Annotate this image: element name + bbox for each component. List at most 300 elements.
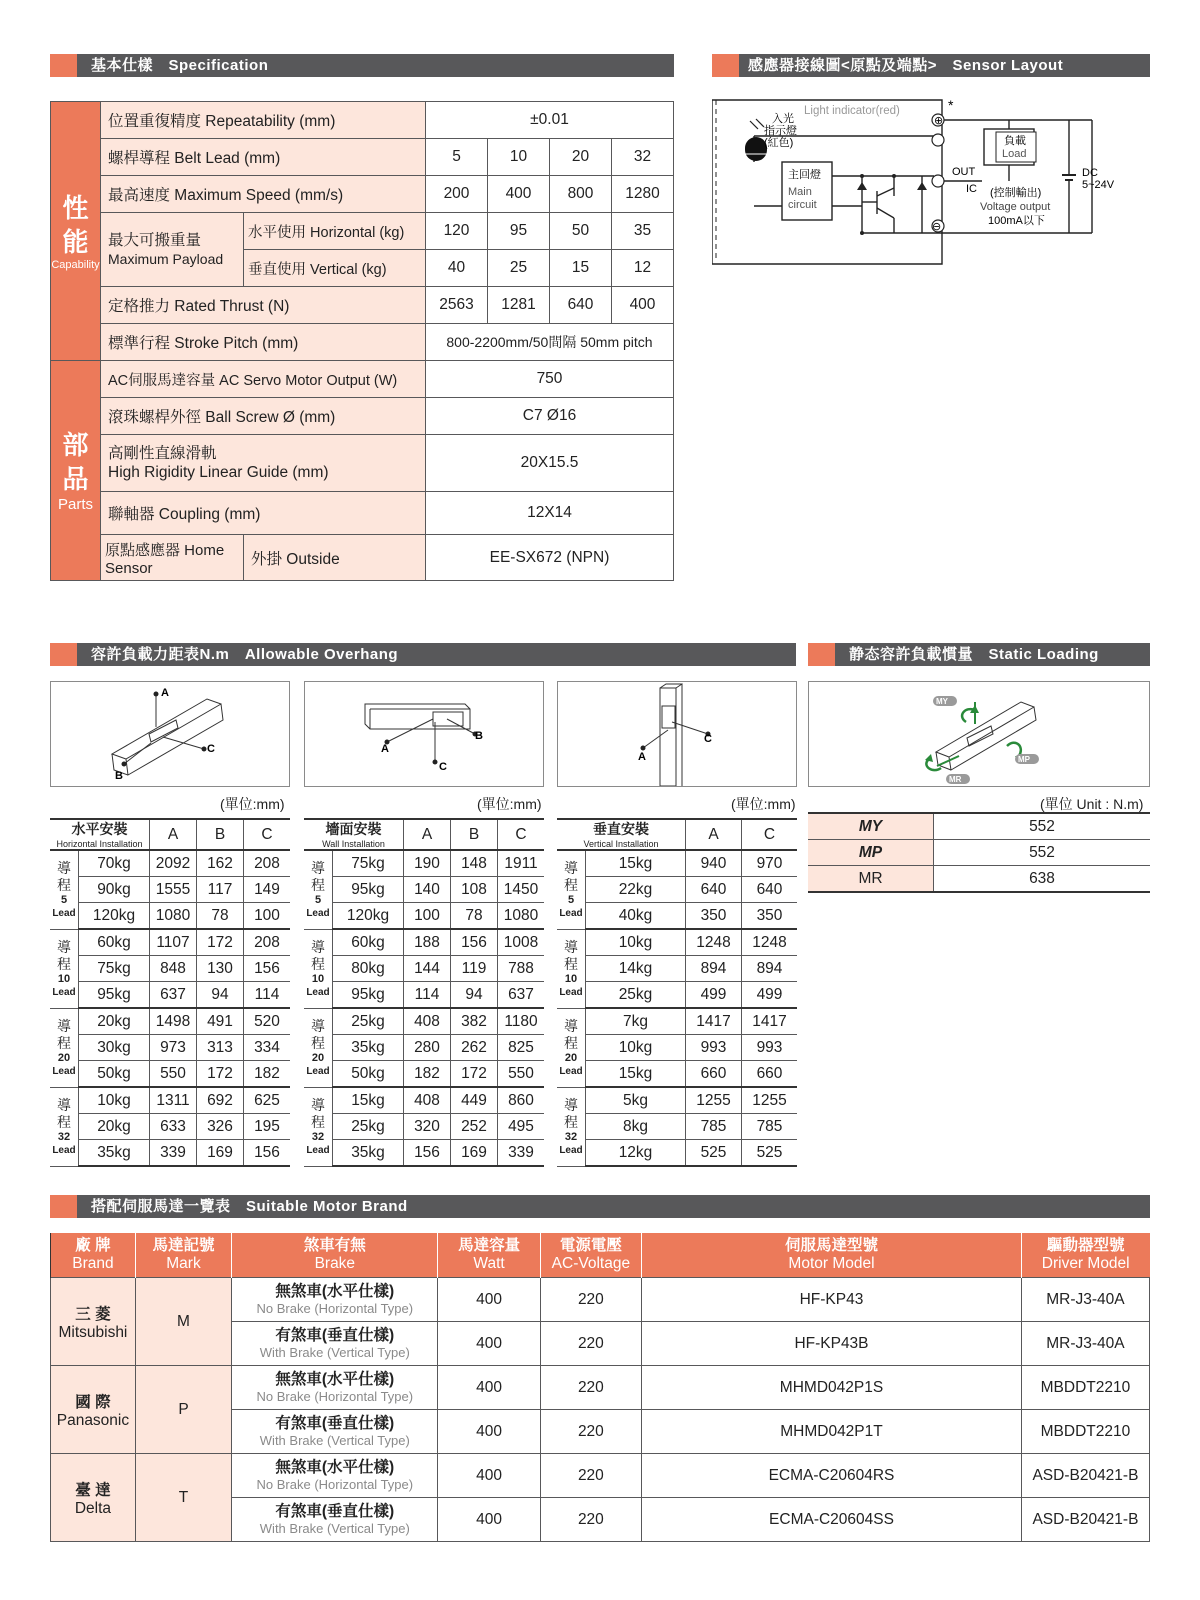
unit-label: (單位:mm) xyxy=(477,796,542,812)
brand-cell: 臺 達 Delta xyxy=(51,1454,136,1542)
table-row xyxy=(557,1035,797,1061)
wall-overhang-table xyxy=(304,818,544,1167)
motor-model-cell: MHMD042P1S xyxy=(642,1366,1022,1410)
moment-value: 660 xyxy=(742,1061,798,1088)
moment-value: 499 xyxy=(742,982,798,1009)
table-row xyxy=(557,929,797,956)
moment-value: 130 xyxy=(197,956,244,982)
svg-text:OUT: OUT xyxy=(952,166,976,178)
load-cell: 10kg xyxy=(586,1035,686,1061)
table-header-row xyxy=(51,1233,1150,1278)
moment-value: 525 xyxy=(686,1140,742,1167)
belt-lead-value: 20 xyxy=(550,139,612,176)
moment-value: 1555 xyxy=(150,877,197,903)
ball-screw-value: C7 Ø16 xyxy=(426,398,674,435)
svg-text:C: C xyxy=(439,761,447,773)
moment-value: 114 xyxy=(244,982,291,1009)
table-row xyxy=(50,1114,290,1140)
svg-text:Voltage output: Voltage output xyxy=(980,201,1051,213)
install-title: 墻面安裝 Wall Installation xyxy=(304,819,404,850)
load-cell: 70kg xyxy=(79,850,150,877)
rated-thrust-value: 2563 xyxy=(426,287,488,324)
sensor-header: 感應器接線圖<原點及端點> Sensor Layout xyxy=(712,54,1150,77)
servo-output-label: AC伺服馬達容量 AC Servo Motor Output (W) xyxy=(101,361,426,398)
table-row xyxy=(50,956,290,982)
static-value: 638 xyxy=(934,866,1151,893)
load-cell: 20kg xyxy=(79,1114,150,1140)
moment-value: 326 xyxy=(197,1114,244,1140)
watt-cell: 400 xyxy=(438,1278,540,1322)
watt-cell: 400 xyxy=(438,1498,540,1542)
moment-value: 100 xyxy=(404,903,451,930)
svg-text:A: A xyxy=(381,743,389,755)
belt-lead-value: 32 xyxy=(612,139,674,176)
load-cell: 50kg xyxy=(79,1061,150,1088)
belt-lead-label: 螺桿導程 Belt Lead (mm) xyxy=(101,139,426,176)
moment-value: 860 xyxy=(498,1087,545,1114)
table-row xyxy=(304,1114,544,1140)
moment-value: 182 xyxy=(244,1061,291,1088)
load-cell: 60kg xyxy=(333,929,404,956)
mark-cell: T xyxy=(135,1454,231,1542)
max-speed-label: 最高速度 Maximum Speed (mm/s) xyxy=(101,176,426,213)
column-header: 伺服馬達型號 Motor Model xyxy=(642,1233,1022,1278)
moment-value: 525 xyxy=(742,1140,798,1167)
static-key: MR xyxy=(808,866,934,893)
table-row xyxy=(50,1087,290,1114)
moment-value: 1080 xyxy=(498,903,545,930)
moment-value: 520 xyxy=(244,1008,291,1035)
moment-value: 94 xyxy=(197,982,244,1009)
moment-value: 449 xyxy=(451,1087,498,1114)
svg-text:Load: Load xyxy=(1002,148,1027,160)
load-cell: 95kg xyxy=(79,982,150,1009)
unit-label: (單位:mm) xyxy=(731,796,796,812)
moment-value: 262 xyxy=(451,1035,498,1061)
moment-value: 1008 xyxy=(498,929,545,956)
moment-value: 2092 xyxy=(150,850,197,877)
payload-vertical-value: 15 xyxy=(550,250,612,287)
moment-value: 195 xyxy=(244,1114,291,1140)
svg-text:MY: MY xyxy=(936,697,948,706)
lead-cell: 導 程 32 Lead xyxy=(304,1087,333,1166)
moment-value: 313 xyxy=(197,1035,244,1061)
load-cell: 75kg xyxy=(333,850,404,877)
mark-cell: P xyxy=(135,1366,231,1454)
moment-value: 970 xyxy=(742,850,798,877)
motor-model-cell: ECMA-C20604SS xyxy=(642,1498,1022,1542)
moment-value: 1080 xyxy=(150,903,197,930)
svg-text:(紅色): (紅色) xyxy=(764,137,794,149)
moment-value: 1417 xyxy=(742,1008,798,1035)
servo-output-value: 750 xyxy=(426,361,674,398)
voltage-cell: 220 xyxy=(540,1410,641,1454)
moment-value: 894 xyxy=(742,956,798,982)
table-row xyxy=(50,1061,290,1088)
rated-thrust-label: 定格推力 Rated Thrust (N) xyxy=(101,287,426,324)
svg-text:MR: MR xyxy=(949,775,962,784)
table-header-row xyxy=(557,819,797,850)
spec-header: 基本仕樣 Specification xyxy=(50,54,674,77)
voltage-cell: 220 xyxy=(540,1454,641,1498)
moment-value: 78 xyxy=(197,903,244,930)
table-row xyxy=(51,1278,1150,1322)
table-row xyxy=(50,982,290,1009)
table-row xyxy=(304,956,544,982)
rated-thrust-value: 400 xyxy=(612,287,674,324)
load-cell: 35kg xyxy=(79,1140,150,1167)
moment-value: 940 xyxy=(686,850,742,877)
moment-value: 162 xyxy=(197,850,244,877)
moment-value: 280 xyxy=(404,1035,451,1061)
static-key: MY xyxy=(808,813,934,840)
home-sensor-label: 原點感應器 Home Sensor xyxy=(101,535,244,581)
moment-value: 94 xyxy=(451,982,498,1009)
horizontal-install-figure xyxy=(50,681,290,787)
brake-cell: 無煞車(水平仕樣) No Brake (Horizontal Type) xyxy=(232,1454,438,1498)
load-cell: 75kg xyxy=(79,956,150,982)
moment-value: 182 xyxy=(404,1061,451,1088)
svg-text:100mA以下: 100mA以下 xyxy=(988,215,1045,227)
moment-value: 660 xyxy=(686,1061,742,1088)
column-header: 馬達記號 Mark xyxy=(135,1233,231,1278)
moment-value: 208 xyxy=(244,929,291,956)
load-cell: 25kg xyxy=(333,1114,404,1140)
lead-cell: 導 程 10 Lead xyxy=(304,929,333,1008)
svg-text:C: C xyxy=(704,733,712,745)
moment-value: 119 xyxy=(451,956,498,982)
payload-horizontal-value: 95 xyxy=(488,213,550,250)
brand-cell: 國 際 Panasonic xyxy=(51,1366,136,1454)
table-row xyxy=(557,877,797,903)
moment-value: 350 xyxy=(742,903,798,930)
voltage-cell: 220 xyxy=(540,1366,641,1410)
moment-value: 334 xyxy=(244,1035,291,1061)
load-cell: 10kg xyxy=(586,929,686,956)
moment-value: 692 xyxy=(197,1087,244,1114)
home-sensor-mount: 外掛 Outside xyxy=(244,535,426,581)
table-row xyxy=(304,850,544,877)
voltage-cell: 220 xyxy=(540,1278,641,1322)
max-speed-value: 1280 xyxy=(612,176,674,213)
svg-text:5~24V: 5~24V xyxy=(1082,179,1115,191)
moment-value: 894 xyxy=(686,956,742,982)
table-row xyxy=(304,1035,544,1061)
max-speed-value: 200 xyxy=(426,176,488,213)
load-cell: 25kg xyxy=(586,982,686,1009)
moment-value: 252 xyxy=(451,1114,498,1140)
driver-model-cell: MBDDT2210 xyxy=(1021,1366,1149,1410)
ball-screw-label: 滾珠螺桿外徑 Ball Screw Ø (mm) xyxy=(101,398,426,435)
static-value: 552 xyxy=(934,840,1151,866)
rated-thrust-value: 1281 xyxy=(488,287,550,324)
motor-model-cell: MHMD042P1T xyxy=(642,1410,1022,1454)
moment-value: 1311 xyxy=(150,1087,197,1114)
svg-text:⊕: ⊕ xyxy=(934,115,944,127)
moment-value: 339 xyxy=(150,1140,197,1167)
column-header: B xyxy=(451,819,498,850)
payload-horizontal-label: 水平使用 Horizontal (kg) xyxy=(244,213,426,250)
motor-model-cell: HF-KP43 xyxy=(642,1278,1022,1322)
moment-value: 149 xyxy=(244,877,291,903)
static-loading-figure xyxy=(808,681,1150,787)
moment-value: 188 xyxy=(404,929,451,956)
moment-value: 788 xyxy=(498,956,545,982)
moment-value: 172 xyxy=(451,1061,498,1088)
load-cell: 40kg xyxy=(586,903,686,930)
lead-cell: 導 程 5 Lead xyxy=(50,850,79,929)
load-cell: 22kg xyxy=(586,877,686,903)
moment-value: 148 xyxy=(451,850,498,877)
column-header: 煞車有無 Brake xyxy=(232,1233,438,1278)
sensor-wiring-diagram xyxy=(712,96,1152,268)
coupling-value: 12X14 xyxy=(426,492,674,535)
table-header-row xyxy=(50,819,290,850)
moment-value: 1450 xyxy=(498,877,545,903)
table-row xyxy=(304,1087,544,1114)
table-row xyxy=(808,840,1150,866)
load-cell: 15kg xyxy=(586,850,686,877)
max-speed-value: 400 xyxy=(488,176,550,213)
moment-value: 495 xyxy=(498,1114,545,1140)
payload-vertical-label: 垂直使用 Vertical (kg) xyxy=(244,250,426,287)
table-row xyxy=(304,903,544,930)
load-cell: 5kg xyxy=(586,1087,686,1114)
vertical-install-figure xyxy=(557,681,797,787)
overhang-header: 容許負載力距表N.m Allowable Overhang xyxy=(50,643,796,666)
column-header: A xyxy=(150,819,197,850)
capability-category: 性 能 Capability xyxy=(51,102,101,361)
load-cell: 95kg xyxy=(333,982,404,1009)
watt-cell: 400 xyxy=(438,1322,540,1366)
table-row xyxy=(51,1366,1150,1410)
table-row xyxy=(557,1087,797,1114)
moment-value: 640 xyxy=(686,877,742,903)
moment-value: 1107 xyxy=(150,929,197,956)
coupling-label: 聯軸器 Coupling (mm) xyxy=(101,492,426,535)
moment-value: 172 xyxy=(197,1061,244,1088)
table-row xyxy=(50,1035,290,1061)
static-header: 静态容許負載慣量 Static Loading xyxy=(808,643,1150,666)
load-cell: 80kg xyxy=(333,956,404,982)
lead-cell: 導 程 10 Lead xyxy=(557,929,586,1008)
moment-value: 1248 xyxy=(742,929,798,956)
table-row xyxy=(557,1114,797,1140)
load-cell: 90kg xyxy=(79,877,150,903)
table-row xyxy=(50,1140,290,1167)
watt-cell: 400 xyxy=(438,1410,540,1454)
unit-label: (單位:mm) xyxy=(220,796,285,812)
home-sensor-value: EE-SX672 (NPN) xyxy=(426,535,674,581)
moment-value: 1180 xyxy=(498,1008,545,1035)
moment-value: 108 xyxy=(451,877,498,903)
load-cell: 15kg xyxy=(586,1061,686,1088)
svg-text:MP: MP xyxy=(1018,755,1030,764)
payload-horizontal-value: 50 xyxy=(550,213,612,250)
moment-value: 1498 xyxy=(150,1008,197,1035)
table-row xyxy=(304,877,544,903)
payload-vertical-value: 40 xyxy=(426,250,488,287)
moment-value: 382 xyxy=(451,1008,498,1035)
repeatability-value: ±0.01 xyxy=(426,102,674,139)
static-key: MP xyxy=(808,840,934,866)
brake-cell: 無煞車(水平仕樣) No Brake (Horizontal Type) xyxy=(232,1278,438,1322)
spec-table xyxy=(50,101,674,581)
moment-value: 1255 xyxy=(686,1087,742,1114)
moment-value: 499 xyxy=(686,982,742,1009)
driver-model-cell: MR-J3-40A xyxy=(1021,1322,1149,1366)
load-cell: 10kg xyxy=(79,1087,150,1114)
table-row xyxy=(50,850,290,877)
svg-text:C: C xyxy=(207,743,215,755)
table-header-row xyxy=(304,819,544,850)
motor-model-cell: HF-KP43B xyxy=(642,1322,1022,1366)
max-speed-value: 800 xyxy=(550,176,612,213)
svg-text:Light indicator(red): Light indicator(red) xyxy=(804,105,900,117)
driver-model-cell: MR-J3-40A xyxy=(1021,1278,1149,1322)
table-row xyxy=(304,1140,544,1167)
moment-value: 169 xyxy=(451,1140,498,1167)
moment-value: 848 xyxy=(150,956,197,982)
svg-text:A: A xyxy=(638,751,646,763)
linear-guide-label: 高剛性直線滑軌 High Rigidity Linear Guide (mm) xyxy=(101,435,426,492)
table-row xyxy=(808,813,1150,840)
svg-text:Main: Main xyxy=(788,186,812,198)
watt-cell: 400 xyxy=(438,1454,540,1498)
moment-value: 172 xyxy=(197,929,244,956)
payload-label: 最大可搬重量 Maximum Payload xyxy=(101,213,244,287)
table-row xyxy=(50,903,290,930)
rated-thrust-value: 640 xyxy=(550,287,612,324)
svg-text:circuit: circuit xyxy=(788,199,817,211)
moment-value: 156 xyxy=(244,1140,291,1167)
moment-value: 550 xyxy=(150,1061,197,1088)
voltage-cell: 220 xyxy=(540,1322,641,1366)
table-row xyxy=(557,903,797,930)
column-header: C xyxy=(498,819,545,850)
stroke-pitch-label: 標準行程 Stroke Pitch (mm) xyxy=(101,324,426,361)
moment-value: 633 xyxy=(150,1114,197,1140)
svg-text:主回燈: 主回燈 xyxy=(788,169,821,181)
moment-value: 825 xyxy=(498,1035,545,1061)
brake-cell: 無煞車(水平仕樣) No Brake (Horizontal Type) xyxy=(232,1366,438,1410)
moment-value: 491 xyxy=(197,1008,244,1035)
lead-cell: 導 程 32 Lead xyxy=(557,1087,586,1166)
table-row xyxy=(50,929,290,956)
payload-vertical-value: 12 xyxy=(612,250,674,287)
driver-model-cell: MBDDT2210 xyxy=(1021,1410,1149,1454)
motor-model-cell: ECMA-C20604RS xyxy=(642,1454,1022,1498)
load-cell: 35kg xyxy=(333,1035,404,1061)
lead-cell: 導 程 10 Lead xyxy=(50,929,79,1008)
moment-value: 144 xyxy=(404,956,451,982)
table-row xyxy=(808,866,1150,893)
table-row xyxy=(557,850,797,877)
moment-value: 408 xyxy=(404,1087,451,1114)
svg-text:⊖: ⊖ xyxy=(932,221,942,233)
payload-horizontal-value: 120 xyxy=(426,213,488,250)
moment-value: 114 xyxy=(404,982,451,1009)
load-cell: 50kg xyxy=(333,1061,404,1088)
motor-brand-table xyxy=(50,1233,1150,1542)
moment-value: 320 xyxy=(404,1114,451,1140)
moment-value: 117 xyxy=(197,877,244,903)
moment-value: 1248 xyxy=(686,929,742,956)
moment-value: 78 xyxy=(451,903,498,930)
moment-value: 550 xyxy=(498,1061,545,1088)
lead-cell: 導 程 32 Lead xyxy=(50,1087,79,1166)
load-cell: 7kg xyxy=(586,1008,686,1035)
brake-cell: 有煞車(垂直仕樣) With Brake (Vertical Type) xyxy=(232,1410,438,1454)
load-cell: 14kg xyxy=(586,956,686,982)
moment-value: 140 xyxy=(404,877,451,903)
table-row xyxy=(51,1454,1150,1498)
moment-value: 1911 xyxy=(498,850,545,877)
table-row xyxy=(557,982,797,1009)
belt-lead-value: 5 xyxy=(426,139,488,176)
load-cell: 30kg xyxy=(79,1035,150,1061)
install-title: 垂直安裝 Vertical Installation xyxy=(557,819,686,850)
moment-value: 156 xyxy=(244,956,291,982)
moment-value: 625 xyxy=(244,1087,291,1114)
static-value: 552 xyxy=(934,813,1151,840)
column-header: 廠 牌 Brand xyxy=(51,1233,136,1278)
svg-text:B: B xyxy=(475,730,483,742)
moment-value: 100 xyxy=(244,903,291,930)
load-cell: 120kg xyxy=(79,903,150,930)
moment-value: 339 xyxy=(498,1140,545,1167)
moment-value: 973 xyxy=(150,1035,197,1061)
driver-model-cell: ASD-B20421-B xyxy=(1021,1454,1149,1498)
driver-model-cell: ASD-B20421-B xyxy=(1021,1498,1149,1542)
moment-value: 785 xyxy=(686,1114,742,1140)
table-row xyxy=(304,929,544,956)
svg-text:(控制輸出): (控制輸出) xyxy=(990,187,1042,199)
repeatability-label: 位置重復精度 Repeatability (mm) xyxy=(101,102,426,139)
load-cell: 8kg xyxy=(586,1114,686,1140)
table-row xyxy=(50,877,290,903)
moment-value: 408 xyxy=(404,1008,451,1035)
load-cell: 35kg xyxy=(333,1140,404,1167)
table-row xyxy=(557,956,797,982)
lead-cell: 導 程 20 Lead xyxy=(304,1008,333,1087)
table-row xyxy=(557,1061,797,1088)
table-row xyxy=(557,1140,797,1167)
moment-value: 637 xyxy=(150,982,197,1009)
brake-cell: 有煞車(垂直仕樣) With Brake (Vertical Type) xyxy=(232,1498,438,1542)
column-header: 驅動器型號 Driver Model xyxy=(1021,1233,1149,1278)
load-cell: 120kg xyxy=(333,903,404,930)
brand-cell: 三 菱 Mitsubishi xyxy=(51,1278,136,1366)
moment-value: 190 xyxy=(404,850,451,877)
table-row xyxy=(557,1008,797,1035)
payload-horizontal-value: 35 xyxy=(612,213,674,250)
lead-cell: 導 程 20 Lead xyxy=(50,1008,79,1087)
load-cell: 12kg xyxy=(586,1140,686,1167)
static-unit-label: (單位 Unit : N.m) xyxy=(1040,796,1144,812)
moment-value: 993 xyxy=(686,1035,742,1061)
svg-text:*: * xyxy=(948,97,954,113)
install-title: 水平安裝 Horizontal Installation xyxy=(50,819,150,850)
wall-install-figure xyxy=(304,681,544,787)
motor-header: 搭配伺服馬達一覽表 Suitable Motor Brand xyxy=(50,1195,1150,1218)
svg-text:DC: DC xyxy=(1082,167,1098,179)
moment-value: 350 xyxy=(686,903,742,930)
column-header: A xyxy=(686,819,742,850)
moment-value: 169 xyxy=(197,1140,244,1167)
svg-text:A: A xyxy=(161,687,169,699)
moment-value: 993 xyxy=(742,1035,798,1061)
